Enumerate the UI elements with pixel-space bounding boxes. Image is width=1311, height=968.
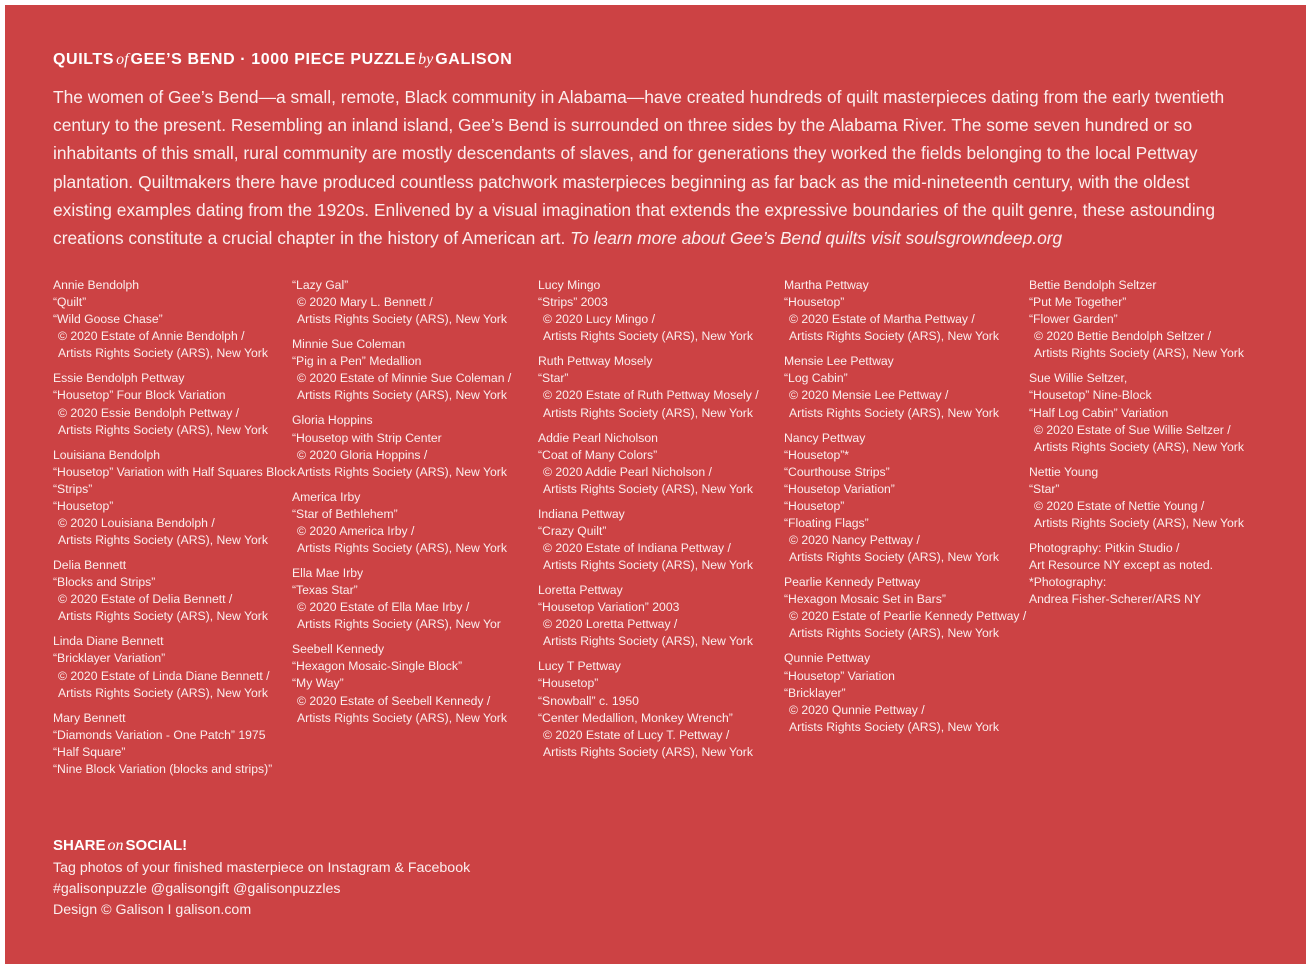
credit-line: © 2020 Estate of Ruth Pettway Mosely / <box>543 388 759 403</box>
credit-line: Artists Rights Society (ARS), New York <box>543 329 753 344</box>
credit-entry <box>292 277 537 328</box>
credit-entry <box>1029 464 1274 532</box>
credit-line: Artists Rights Society (ARS), New York <box>297 540 507 555</box>
credit-entry <box>53 370 298 438</box>
credit-line: “Snowball” c. 1950 <box>538 693 639 708</box>
credit-entry <box>784 574 1029 642</box>
credit-line: © 2020 Mary L. Bennett / <box>297 295 433 310</box>
credit-line: “Housetop with Strip Center <box>292 430 442 445</box>
credit-line: © 2020 Estate of Indiana Pettway / <box>543 540 731 555</box>
credit-line: “Nine Block Variation (blocks and strips)” <box>53 761 273 776</box>
credits-column-1 <box>53 277 298 786</box>
heading-quilts: QUILTS <box>53 51 115 68</box>
credit-artist-name: Seebell Kennedy <box>292 642 385 657</box>
credit-line: “Log Cabin” <box>784 371 848 386</box>
credit-line: “Housetop” <box>53 498 114 513</box>
credit-line: Artists Rights Society (ARS), New York <box>789 405 999 420</box>
credit-artist-name: Bettie Bendolph Seltzer <box>1029 278 1157 292</box>
credit-line: “Star” <box>1029 481 1060 496</box>
credit-line: “Housetop” Four Block Variation <box>53 388 226 403</box>
credit-entry <box>538 430 783 498</box>
credit-line: Artists Rights Society (ARS), New York <box>789 626 999 641</box>
credit-artist-name: Sue Willie Seltzer, <box>1029 371 1128 386</box>
heading-by: by <box>418 51 434 68</box>
credit-line: Artists Rights Society (ARS), New York <box>1034 516 1244 530</box>
credit-line: “Half Log Cabin” Variation <box>1029 405 1169 420</box>
credit-artist-name: Pearlie Kennedy Pettway <box>784 575 921 590</box>
credit-line: “Bricklayer Variation” <box>53 651 166 666</box>
credit-artist-name: Delia Bennett <box>53 558 127 573</box>
credit-line: © 2020 Louisiana Bendolph / <box>58 516 215 530</box>
credit-line: © 2020 Essie Bendolph Pettway / <box>58 405 240 420</box>
credit-line: “Wild Goose Chase” <box>53 312 163 327</box>
credit-artist-name: Nancy Pettway <box>784 430 866 445</box>
credit-entry <box>784 430 1029 567</box>
credit-line: Andrea Fisher-Scherer/ARS NY <box>1029 592 1202 607</box>
credit-artist-name: Essie Bendolph Pettway <box>53 371 185 386</box>
credit-line: Artists Rights Society (ARS), New York <box>789 719 999 734</box>
credit-line: © 2020 Estate of Martha Pettway / <box>789 312 975 327</box>
credit-line: “Housetop”* <box>784 447 850 462</box>
credit-entry <box>53 710 298 778</box>
credit-line: “Half Square” <box>53 744 126 759</box>
credit-artist-name: Louisiana Bendolph <box>53 447 161 462</box>
credit-line: Art Resource NY except as noted. <box>1029 558 1214 573</box>
credit-entry <box>538 658 783 761</box>
credit-artist-name: Mary Bennett <box>53 710 126 725</box>
credit-line: “Strips” <box>53 481 93 496</box>
credit-line: © 2020 Estate of Lucy T. Pettway / <box>543 727 730 742</box>
credit-line: Artists Rights Society (ARS), New York <box>297 710 507 725</box>
credit-line: “Coat of Many Colors” <box>538 447 658 462</box>
credit-line: “Housetop” <box>784 498 845 513</box>
credit-line: Artists Rights Society (ARS), New York <box>297 312 507 327</box>
credit-line: “Put Me Together” <box>1029 295 1127 310</box>
credit-line: © 2020 America Irby / <box>297 523 415 538</box>
credit-line: “Star of Bethlehem” <box>292 506 398 521</box>
credits-column-4 <box>784 277 1029 744</box>
intro-link-text: To learn more about Gee’s Bend quilts visit soulsgrowndeep.org <box>570 228 1063 249</box>
credit-line: “Housetop” Variation <box>784 668 895 683</box>
credit-line: © 2020 Estate of Minnie Sue Coleman / <box>297 371 512 386</box>
credit-line: “Star” <box>538 371 569 386</box>
credit-line: “Housetop” Nine-Block <box>1029 388 1152 403</box>
credit-entry <box>292 565 537 633</box>
credit-line: Artists Rights Society (ARS), New York <box>58 533 268 548</box>
credit-line: Artists Rights Society (ARS), New York <box>1034 439 1244 454</box>
credit-line: “Housetop” <box>784 295 845 310</box>
credit-line: Artists Rights Society (ARS), New York <box>58 685 268 700</box>
puzzle-back-panel <box>5 5 1306 964</box>
heading-of: of <box>116 51 129 68</box>
credit-line: © 2020 Nancy Pettway / <box>789 533 920 548</box>
credit-line: © 2020 Estate of Pearlie Kennedy Pettway / <box>789 609 1027 624</box>
credit-artist-name: Nettie Young <box>1029 464 1099 479</box>
credit-entry <box>784 277 1029 345</box>
credit-line: Artists Rights Society (ARS), New York <box>297 464 507 479</box>
credit-entry <box>53 447 298 550</box>
share-title-share: SHARE <box>53 837 106 854</box>
credit-line: “Floating Flags” <box>784 516 869 530</box>
credit-line: “Housetop” Variation with Half Squares Block <box>53 464 296 479</box>
credit-line: Artists Rights Society (ARS), New York <box>1034 346 1244 361</box>
heading-title: GEE’S BEND · 1000 PIECE PUZZLE <box>130 51 417 68</box>
credit-line: Artists Rights Society (ARS), New York <box>543 558 753 573</box>
credit-artist-name: Ruth Pettway Mosely <box>538 354 653 369</box>
credit-line: © 2020 Gloria Hoppins / <box>297 447 428 462</box>
credit-entry <box>538 506 783 574</box>
credit-line: “Crazy Quilt” <box>538 523 607 538</box>
credit-line: © 2020 Estate of Annie Bendolph / <box>58 329 245 344</box>
credit-entry <box>784 353 1029 421</box>
credit-line: Artists Rights Society (ARS), New York <box>297 388 507 403</box>
credit-entry <box>784 650 1029 735</box>
credit-line: “Quilt” <box>53 295 87 310</box>
credit-artist-name: Annie Bendolph <box>53 278 140 292</box>
intro-paragraph <box>53 83 1243 252</box>
share-instructions: Tag photos of your finished masterpiece on Instagram & Facebook <box>53 860 471 876</box>
credit-line: © 2020 Qunnie Pettway / <box>789 702 925 717</box>
credit-line: Artists Rights Society (ARS), New York <box>789 550 999 565</box>
credit-line: © 2020 Estate of Seebell Kennedy / <box>297 693 491 708</box>
credit-line: © 2020 Addie Pearl Nicholson / <box>543 464 712 479</box>
credit-line: “Strips” 2003 <box>538 295 608 310</box>
credit-line: Artists Rights Society (ARS), New York <box>543 405 753 420</box>
credit-entry <box>292 489 537 557</box>
credit-artist-name: “Lazy Gal” <box>292 278 349 292</box>
credit-line: “Housetop Variation” 2003 <box>538 600 680 615</box>
credit-line: © 2020 Estate of Sue Willie Seltzer / <box>1034 422 1231 437</box>
credit-line: Artists Rights Society (ARS), New York <box>543 744 753 759</box>
credit-artist-name: Linda Diane Bennett <box>53 634 164 649</box>
credit-entry <box>538 582 783 650</box>
credit-entry <box>292 641 537 726</box>
credit-entry <box>538 353 783 421</box>
credit-artist-name: Martha Pettway <box>784 278 869 292</box>
credit-line: “My Way” <box>292 676 344 691</box>
credit-line: © 2020 Bettie Bendolph Seltzer / <box>1034 329 1212 344</box>
credit-line: “Diamonds Variation - One Patch” 1975 <box>53 727 266 742</box>
credit-artist-name: Lucy Mingo <box>538 278 601 292</box>
credit-artist-name: Qunnie Pettway <box>784 651 871 666</box>
credit-entry <box>53 633 298 701</box>
credits-column-3 <box>538 277 783 769</box>
credit-entry <box>1029 370 1274 455</box>
credit-line: © 2020 Estate of Delia Bennett / <box>58 592 233 607</box>
credit-line: “Bricklayer” <box>784 685 846 700</box>
credit-line: © 2020 Mensie Lee Pettway / <box>789 388 949 403</box>
credit-artist-name: Lucy T Pettway <box>538 659 621 674</box>
credit-line: “Courthouse Strips” <box>784 464 890 479</box>
credit-artist-name: Loretta Pettway <box>538 583 623 598</box>
credits-column-2 <box>292 277 537 735</box>
credit-line: “Center Medallion, Monkey Wrench” <box>538 710 733 725</box>
credit-artist-name: Mensie Lee Pettway <box>784 354 894 369</box>
share-section <box>53 837 470 920</box>
credit-entry <box>538 277 783 345</box>
credit-entry <box>53 557 298 625</box>
credit-line: Artists Rights Society (ARS), New York <box>58 346 268 361</box>
credit-artist-name: Ella Mae Irby <box>292 565 364 580</box>
design-credit: Design © Galison I galison.com <box>53 901 252 918</box>
credit-artist-name: Addie Pearl Nicholson <box>538 430 658 445</box>
credit-entry <box>1029 277 1274 362</box>
credit-line: “Pig in a Pen” Medallion <box>292 354 422 369</box>
share-title-on: on <box>107 837 124 854</box>
credits-column-5 <box>1029 277 1274 616</box>
credit-entry <box>53 277 298 362</box>
intro-text: The women of Gee’s Bend—a small, remote, Black community in Alabama—have created hundreds of quilt masterpieces dating from the early twentieth century to the present. Resembling an inland island, Gee’s Bend is surrounded on three sides by the Alabama River. The some seven hundred or so inhabitants of this small, rural community are mostly descendants of slaves, and for generations they worked the fields belonging to the local Pettway plantation. Quiltmakers there have produced countless patchwork masterpieces beginning as far back as the mid-nineteenth century, with the oldest existing examples dating from the 1920s. Enlivened by a visual imagination that extends the expressive boundaries of the quilt genre, these astounding creations constitute a crucial chapter in the history of American art. <box>53 87 1225 249</box>
credit-line: © 2020 Estate of Linda Diane Bennett / <box>58 668 270 683</box>
credit-line: Artists Rights Society (ARS), New Yor <box>297 617 501 632</box>
credit-artist-name: Indiana Pettway <box>538 506 625 521</box>
credit-line: “Hexagon Mosaic-Single Block” <box>292 659 463 674</box>
share-hashtags: #galisonpuzzle @galisongift @galisonpuzzles <box>53 880 341 897</box>
credit-line: Artists Rights Society (ARS), New York <box>543 481 753 496</box>
credit-entry <box>292 412 537 480</box>
credit-entry <box>1029 540 1274 608</box>
credit-artist-name: Gloria Hoppins <box>292 413 373 428</box>
credit-line: © 2020 Lucy Mingo / <box>543 312 655 327</box>
credit-line: Artists Rights Society (ARS), New York <box>543 634 753 649</box>
credit-artist-name: America Irby <box>292 489 361 504</box>
credit-line: “Flower Garden” <box>1029 312 1118 327</box>
credit-line: Artists Rights Society (ARS), New York <box>789 329 999 344</box>
credit-entry <box>292 336 537 404</box>
product-heading <box>53 51 512 69</box>
credit-line: *Photography: <box>1029 575 1107 590</box>
share-title-social: SOCIAL! <box>125 837 188 854</box>
credit-line: “Texas Star” <box>292 583 358 598</box>
credit-line: © 2020 Estate of Ella Mae Irby / <box>297 600 470 615</box>
credit-line: “Housetop” <box>538 676 599 691</box>
credit-artist-name: Photography: Pitkin Studio / <box>1029 540 1180 555</box>
credit-line: © 2020 Loretta Pettway / <box>543 617 678 632</box>
credit-line: “Blocks and Strips” <box>53 575 156 590</box>
credit-line: Artists Rights Society (ARS), New York <box>58 422 268 437</box>
share-title <box>53 837 470 855</box>
credit-line: Artists Rights Society (ARS), New York <box>58 609 268 624</box>
credit-line: © 2020 Estate of Nettie Young / <box>1034 498 1205 513</box>
credit-artist-name: Minnie Sue Coleman <box>292 337 406 352</box>
heading-brand: GALISON <box>435 51 513 68</box>
credit-line: “Hexagon Mosaic Set in Bars” <box>784 592 946 607</box>
credit-line: “Housetop Variation” <box>784 481 895 496</box>
